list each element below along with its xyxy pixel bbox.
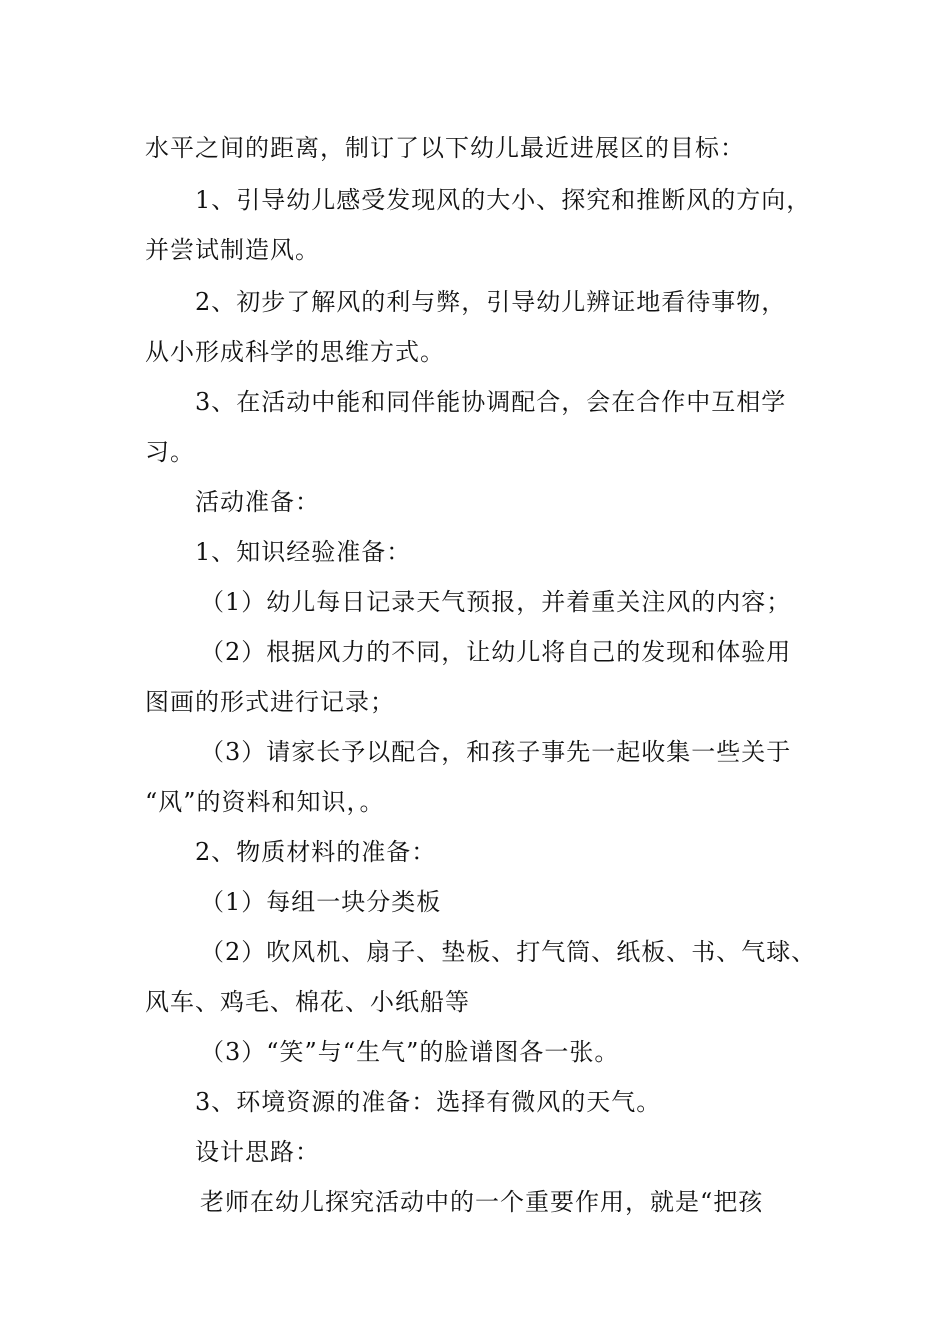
prep-2-heading: 2、物质材料的准备：: [195, 838, 437, 866]
prep-2-item-2-line-2: 风车、鸡毛、棉花、小纸船等: [145, 988, 470, 1016]
goal-1-line-2: 并尝试制造风。: [145, 236, 320, 264]
goal-1-line-1: 1、引导幼儿感受发现风的大小、探究和推断风的方向，: [195, 186, 812, 214]
prep-1-item-2-line-2: 图画的形式进行记录；: [145, 688, 395, 716]
goal-2-line-1: 2、初步了解风的利与弊，引导幼儿辨证地看待事物，: [195, 288, 787, 316]
prep-2-item-2-line-1: （2）吹风机、扇子、垫板、打气筒、纸板、书、气球、: [200, 938, 817, 966]
section-heading-design: 设计思路：: [195, 1138, 320, 1166]
design-paragraph-line-1: 老师在幼儿探究活动中的一个重要作用，就是“把孩: [200, 1188, 764, 1216]
text-line-1: 水平之间的距离，制订了以下幼儿最近进展区的目标：: [145, 134, 745, 162]
goal-3-line-1: 3、在活动中能和同伴能协调配合，会在合作中互相学: [195, 388, 787, 416]
prep-3-heading: 3、环境资源的准备：选择有微风的天气。: [195, 1088, 662, 1116]
goal-3-line-2: 习。: [145, 438, 195, 466]
goal-2-line-2: 从小形成科学的思维方式。: [145, 338, 445, 366]
prep-1-item-3-line-2: “风”的资料和知识，。: [145, 788, 385, 816]
prep-1-item-2-line-1: （2）根据风力的不同，让幼儿将自己的发现和体验用: [200, 638, 792, 666]
prep-1-heading: 1、知识经验准备：: [195, 538, 412, 566]
prep-2-item-1: （1）每组一块分类板: [200, 888, 442, 916]
section-heading-preparation: 活动准备：: [195, 488, 320, 516]
prep-1-item-1: （1）幼儿每日记录天气预报，并着重关注风的内容；: [200, 588, 792, 616]
prep-1-item-3-line-1: （3）请家长予以配合，和孩子事先一起收集一些关于: [200, 738, 792, 766]
prep-2-item-3: （3）“笑”与“生气”的脸谱图各一张。: [200, 1038, 620, 1066]
